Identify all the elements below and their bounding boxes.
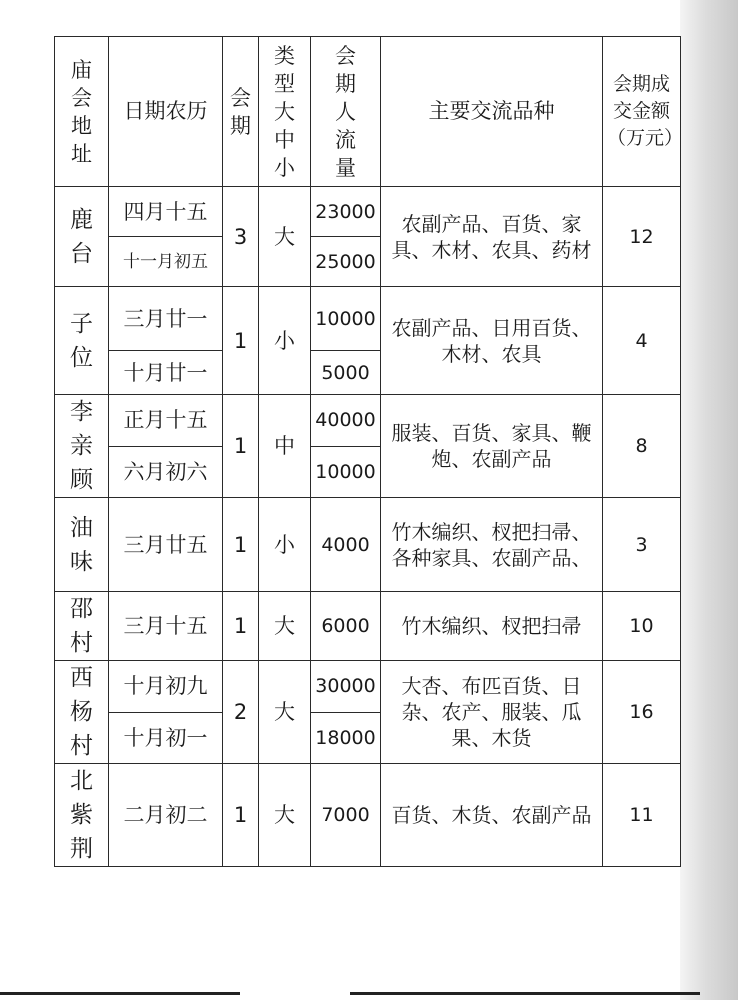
cell-flow: 25000: [311, 237, 381, 287]
cell-date: 三月廿五: [109, 498, 223, 592]
page-edge-shadow: [680, 0, 738, 1000]
table-row: [55, 498, 681, 592]
cell-flow: 23000: [311, 187, 381, 237]
cell-date: 十月初九: [109, 661, 223, 713]
cell-date: 四月十五: [109, 187, 223, 237]
cell-type: 中: [259, 395, 311, 498]
cell-amount: 8: [603, 395, 681, 498]
cell-date: 正月十五: [109, 395, 223, 447]
cell-type: 小: [259, 287, 311, 395]
header-sessions: 会期: [223, 37, 259, 187]
cell-site: 邵村: [55, 592, 109, 661]
cell-amount: 10: [603, 592, 681, 661]
cell-site: 油味: [55, 498, 109, 592]
cell-type: 大: [259, 592, 311, 661]
cell-date: 三月十五: [109, 592, 223, 661]
cell-amount: 12: [603, 187, 681, 287]
cell-flow: 4000: [311, 498, 381, 592]
table-row: [55, 764, 681, 867]
cell-sessions: 3: [223, 187, 259, 287]
header-amount: 会期成交金额（万元）: [603, 37, 681, 187]
cell-goods: 农副产品、百货、家具、木材、农具、药材: [381, 187, 603, 287]
page-bottom-rule: [0, 992, 700, 995]
cell-date: 六月初六: [109, 446, 223, 498]
cell-flow: 6000: [311, 592, 381, 661]
table-row: [55, 287, 681, 351]
cell-date: 十月初一: [109, 712, 223, 764]
temple-fair-table: [54, 36, 684, 867]
cell-sessions: 1: [223, 498, 259, 592]
cell-flow: 18000: [311, 712, 381, 764]
header-goods: 主要交流品种: [381, 37, 603, 187]
cell-date: 十一月初五: [109, 237, 223, 287]
cell-site: 子位: [55, 287, 109, 395]
cell-goods: 百货、木货、农副产品: [381, 764, 603, 867]
cell-site: 西杨村: [55, 661, 109, 764]
cell-site: 李亲顾: [55, 395, 109, 498]
cell-sessions: 1: [223, 592, 259, 661]
cell-amount: 4: [603, 287, 681, 395]
cell-flow: 5000: [311, 351, 381, 395]
cell-amount: 11: [603, 764, 681, 867]
cell-goods: 大杏、布匹百货、日杂、农产、服装、瓜果、木货: [381, 661, 603, 764]
cell-amount: 16: [603, 661, 681, 764]
cell-date: 十月廿一: [109, 351, 223, 395]
cell-goods: 服装、百货、家具、鞭炮、农副产品: [381, 395, 603, 498]
cell-flow: 10000: [311, 446, 381, 498]
table-row: [55, 395, 681, 447]
cell-site: 北紫荆: [55, 764, 109, 867]
table-row: [55, 187, 681, 237]
cell-date: 三月廿一: [109, 287, 223, 351]
cell-goods: 竹木编织、杈把扫帚、各种家具、农副产品、: [381, 498, 603, 592]
cell-type: 大: [259, 764, 311, 867]
cell-sessions: 1: [223, 395, 259, 498]
cell-flow: 10000: [311, 287, 381, 351]
header-flow: 会期人流量: [311, 37, 381, 187]
cell-type: 小: [259, 498, 311, 592]
cell-goods: 竹木编织、杈把扫帚: [381, 592, 603, 661]
header-type: 类型大中小: [259, 37, 311, 187]
table-row: [55, 592, 681, 661]
cell-flow: 7000: [311, 764, 381, 867]
cell-flow: 40000: [311, 395, 381, 447]
cell-flow: 30000: [311, 661, 381, 713]
cell-sessions: 1: [223, 287, 259, 395]
header-row: [55, 37, 681, 187]
rule-gap: [240, 990, 350, 998]
header-date: 日期农历: [109, 37, 223, 187]
header-site: 庙会地址: [55, 37, 109, 187]
cell-sessions: 2: [223, 661, 259, 764]
cell-amount: 3: [603, 498, 681, 592]
cell-sessions: 1: [223, 764, 259, 867]
cell-type: 大: [259, 661, 311, 764]
cell-site: 鹿台: [55, 187, 109, 287]
cell-date: 二月初二: [109, 764, 223, 867]
cell-goods: 农副产品、日用百货、木材、农具: [381, 287, 603, 395]
cell-type: 大: [259, 187, 311, 287]
table-row: [55, 661, 681, 713]
